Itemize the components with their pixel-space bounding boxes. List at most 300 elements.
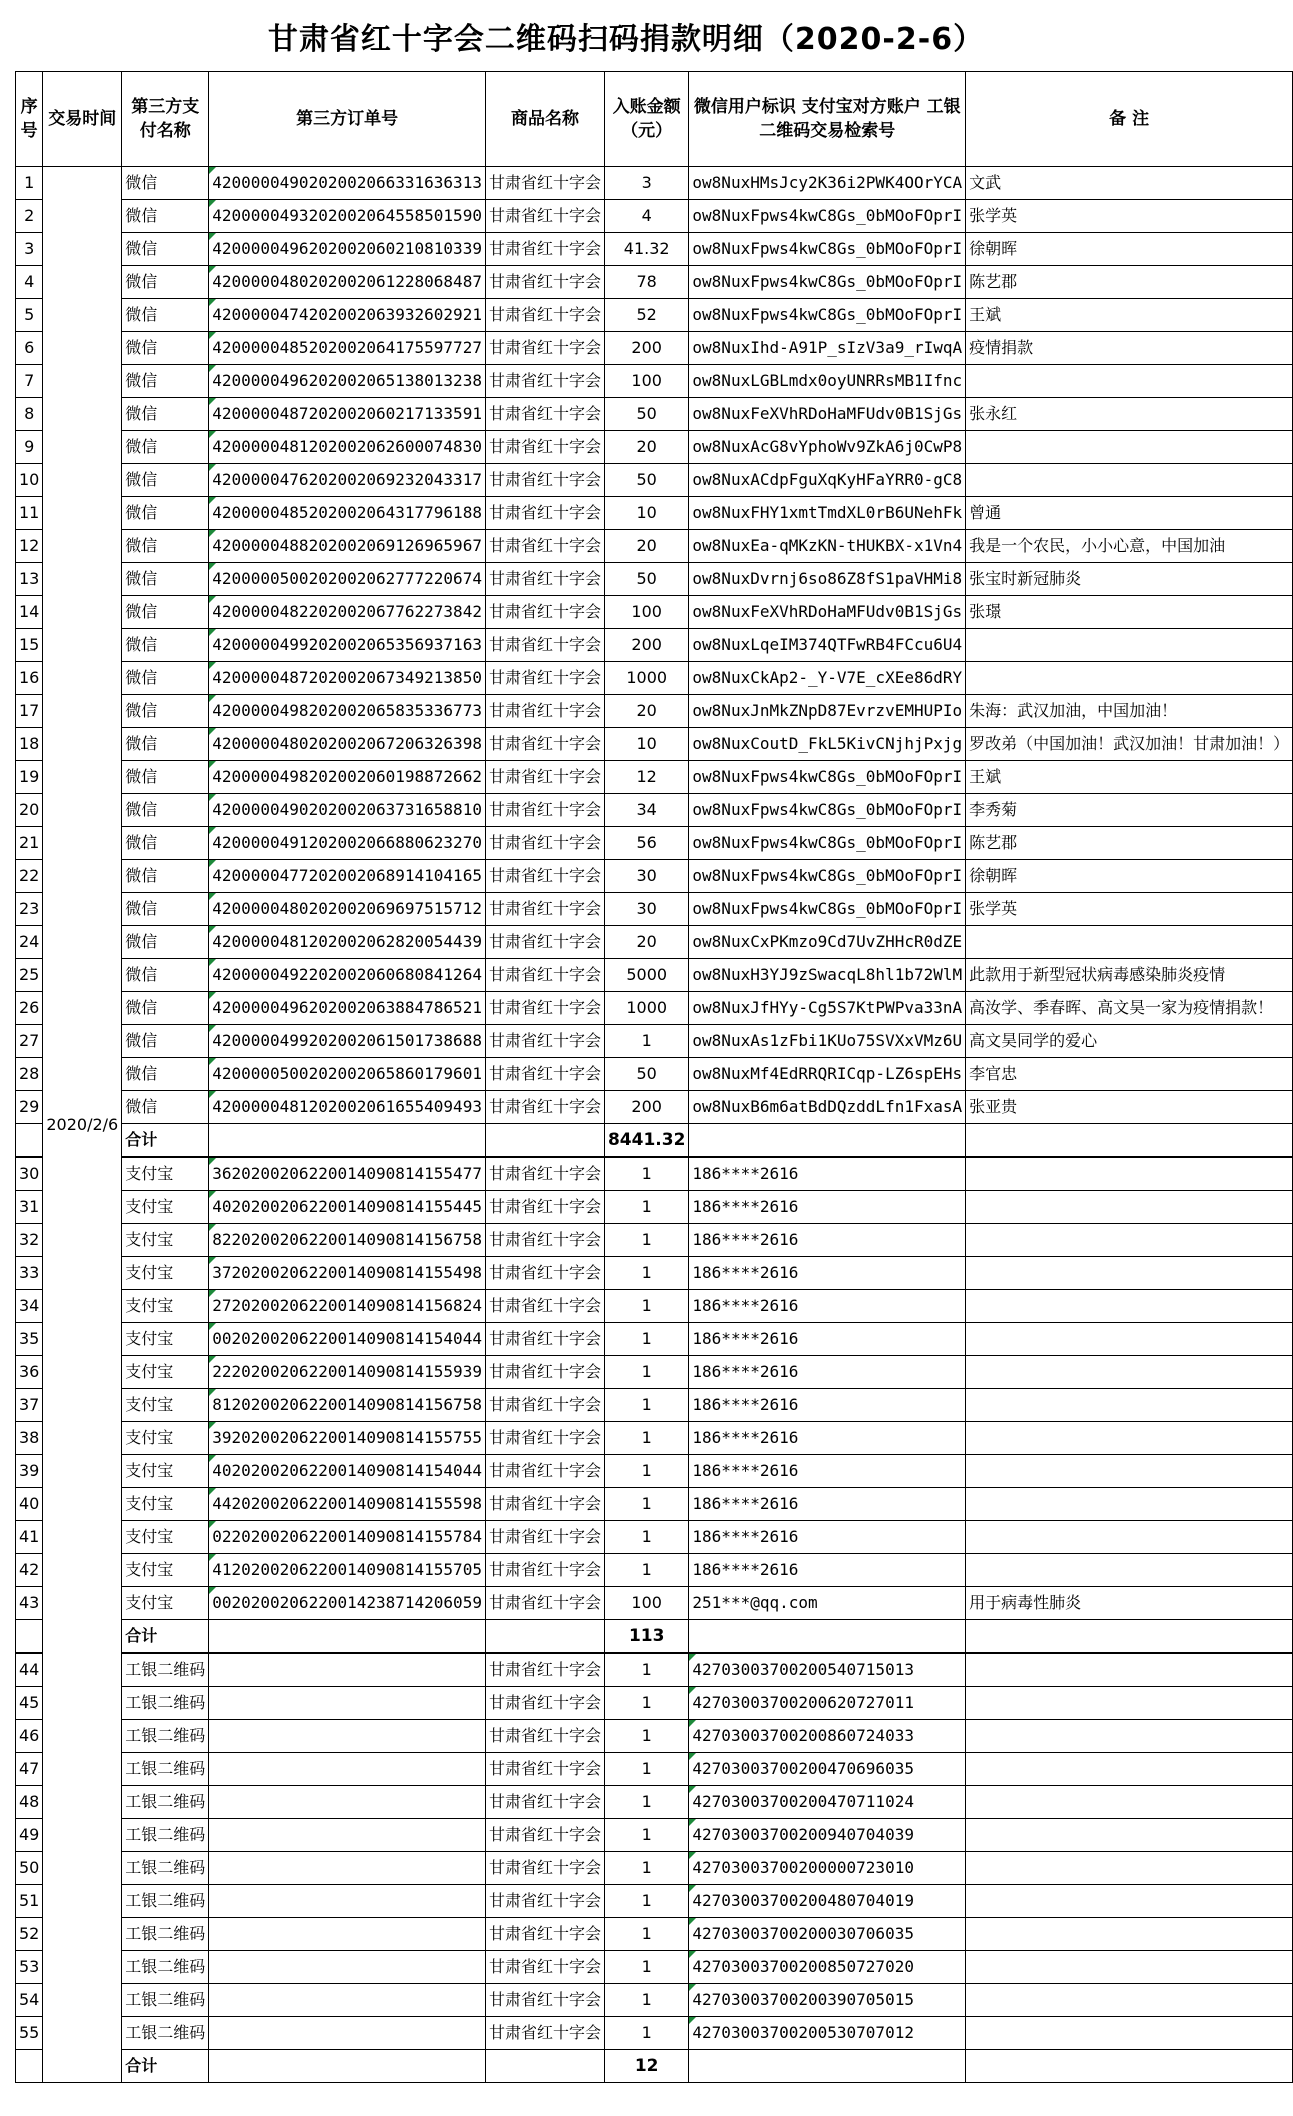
row-note (966, 431, 1293, 464)
row-order-no (209, 1786, 486, 1819)
table-row (16, 1587, 1293, 1620)
row-amount: 10 (604, 728, 688, 761)
row-note: 朱海：武汉加油，中国加油！ (966, 695, 1293, 728)
row-pay-method: 支付宝 (122, 1455, 209, 1488)
subtotal-seq-empty (16, 2050, 43, 2083)
row-pay-method: 微信 (122, 167, 209, 200)
subtotal-note-empty (966, 2050, 1293, 2083)
row-note (966, 1224, 1293, 1257)
subtotal-order-empty (209, 1124, 486, 1158)
row-goods: 甘肃省红十字会 (485, 431, 604, 464)
table-row (16, 431, 1293, 464)
row-order-no (209, 1951, 486, 1984)
row-user-id: ow8NuxJfHYy-Cg5S7KtPWPva33nA (689, 992, 966, 1025)
row-amount: 50 (604, 1058, 688, 1091)
row-amount: 1 (604, 1653, 688, 1687)
row-amount: 20 (604, 926, 688, 959)
row-amount: 50 (604, 563, 688, 596)
row-user-id: 186****2616 (689, 1323, 966, 1356)
row-seq: 8 (16, 398, 43, 431)
row-order-no: 3720200206220014090814155498 (209, 1257, 486, 1290)
row-seq: 28 (16, 1058, 43, 1091)
row-note: 徐朝晖 (966, 860, 1293, 893)
row-goods: 甘肃省红十字会 (485, 299, 604, 332)
row-user-id: ow8NuxACdpFguXqKyHFaYRR0-gC8 (689, 464, 966, 497)
table-row (16, 1389, 1293, 1422)
row-order-no: 4420200206220014090814155598 (209, 1488, 486, 1521)
row-goods: 甘肃省红十字会 (485, 1356, 604, 1389)
row-seq: 51 (16, 1885, 43, 1918)
row-seq: 14 (16, 596, 43, 629)
row-amount: 100 (604, 365, 688, 398)
row-goods: 甘肃省红十字会 (485, 827, 604, 860)
table-row (16, 992, 1293, 1025)
row-goods: 甘肃省红十字会 (485, 1025, 604, 1058)
row-user-id: ow8NuxMf4EdRRQRICqp-LZ6spEHs (689, 1058, 966, 1091)
row-amount: 1 (604, 1521, 688, 1554)
row-seq: 21 (16, 827, 43, 860)
row-user-id: 186****2616 (689, 1157, 966, 1191)
row-amount: 100 (604, 1587, 688, 1620)
row-user-id: ow8NuxHMsJcy2K36i2PWK4OOrYCA (689, 167, 966, 200)
subtotal-goods-empty (485, 2050, 604, 2083)
row-amount: 1 (604, 1984, 688, 2017)
row-seq: 4 (16, 266, 43, 299)
row-pay-method: 微信 (122, 1091, 209, 1124)
subtotal-amount: 113 (604, 1620, 688, 1654)
row-user-id: 427030037002008507270​20 (689, 1951, 966, 1984)
row-goods: 甘肃省红十字会 (485, 530, 604, 563)
row-seq: 39 (16, 1455, 43, 1488)
row-pay-method: 支付宝 (122, 1422, 209, 1455)
row-note (966, 1852, 1293, 1885)
table-row (16, 530, 1293, 563)
row-seq: 40 (16, 1488, 43, 1521)
row-amount: 78 (604, 266, 688, 299)
row-user-id: 186****2616 (689, 1356, 966, 1389)
row-goods: 甘肃省红十字会 (485, 1819, 604, 1852)
row-note: 张亚贵 (966, 1091, 1293, 1124)
row-note: 李秀菊 (966, 794, 1293, 827)
row-note (966, 1885, 1293, 1918)
row-goods: 甘肃省红十字会 (485, 1191, 604, 1224)
subtotal-label: 合计 (122, 1620, 209, 1654)
row-seq: 25 (16, 959, 43, 992)
row-user-id: ow8NuxFpws4kwC8Gs_0bMOoFOprI (689, 266, 966, 299)
table-row (16, 860, 1293, 893)
row-user-id: ow8NuxJnMkZNpD87EvrzvEMHUPIo (689, 695, 966, 728)
row-user-id: ow8NuxCoutD_FkL5KivCNjhjPxjg (689, 728, 966, 761)
row-note (966, 1290, 1293, 1323)
row-seq: 46 (16, 1720, 43, 1753)
subtotal-note-empty (966, 1620, 1293, 1654)
row-user-id: 186****2616 (689, 1191, 966, 1224)
row-pay-method: 工银二维码 (122, 1984, 209, 2017)
row-user-id: ow8NuxFpws4kwC8Gs_0bMOoFOprI (689, 233, 966, 266)
row-order-no (209, 1885, 486, 1918)
row-note: 疫情捐款 (966, 332, 1293, 365)
row-order-no: 4200000474202002063932602921 (209, 299, 486, 332)
row-order-no: 4200000493202002064558501590 (209, 200, 486, 233)
table-row (16, 827, 1293, 860)
table-row (16, 1356, 1293, 1389)
row-note: 我是一个农民，小小心意，中国加油 (966, 530, 1293, 563)
row-goods: 甘肃省红十字会 (485, 761, 604, 794)
row-goods: 甘肃省红十字会 (485, 2017, 604, 2050)
row-seq: 3 (16, 233, 43, 266)
row-order-no (209, 1720, 486, 1753)
row-order-no: 4120200206220014090814155705 (209, 1554, 486, 1587)
row-amount: 56 (604, 827, 688, 860)
row-amount: 52 (604, 299, 688, 332)
row-pay-method: 微信 (122, 299, 209, 332)
row-user-id: 186****2616 (689, 1257, 966, 1290)
row-user-id: ow8NuxFHY1xmtTmdXL0rB6UNehFk (689, 497, 966, 530)
row-amount: 1 (604, 1885, 688, 1918)
row-order-no: 4200000476202002069232043317 (209, 464, 486, 497)
table-row (16, 728, 1293, 761)
row-user-id: ow8NuxFpws4kwC8Gs_0bMOoFOprI (689, 893, 966, 926)
row-amount: 50 (604, 398, 688, 431)
row-amount: 1 (604, 1191, 688, 1224)
row-seq: 13 (16, 563, 43, 596)
row-goods: 甘肃省红十字会 (485, 1951, 604, 1984)
row-seq: 33 (16, 1257, 43, 1290)
row-amount: 1 (604, 1257, 688, 1290)
row-seq: 38 (16, 1422, 43, 1455)
row-seq: 1 (16, 167, 43, 200)
table-row (16, 464, 1293, 497)
row-goods: 甘肃省红十字会 (485, 266, 604, 299)
table-row (16, 1455, 1293, 1488)
table-row (16, 1224, 1293, 1257)
table-row (16, 200, 1293, 233)
row-order-no: 4200000499202002061501738688 (209, 1025, 486, 1058)
donation-table (15, 71, 1293, 2083)
row-seq: 47 (16, 1753, 43, 1786)
table-row (16, 1521, 1293, 1554)
row-note (966, 1753, 1293, 1786)
table-row (16, 398, 1293, 431)
row-order-no: 2720200206220014090814156824 (209, 1290, 486, 1323)
row-user-id: 427030037002009407040​39 (689, 1819, 966, 1852)
table-row (16, 1191, 1293, 1224)
table-row (16, 266, 1293, 299)
row-seq: 26 (16, 992, 43, 1025)
subtotal-goods-empty (485, 1620, 604, 1654)
row-pay-method: 支付宝 (122, 1488, 209, 1521)
row-pay-method: 微信 (122, 728, 209, 761)
row-pay-method: 工银二维码 (122, 1918, 209, 1951)
row-goods: 甘肃省红十字会 (485, 1488, 604, 1521)
row-amount: 200 (604, 332, 688, 365)
table-row (16, 1091, 1293, 1124)
row-order-no: 4200000485202002064317796188 (209, 497, 486, 530)
row-goods: 甘肃省红十字会 (485, 1587, 604, 1620)
row-goods: 甘肃省红十字会 (485, 728, 604, 761)
table-row (16, 1323, 1293, 1356)
table-row (16, 893, 1293, 926)
row-note (966, 629, 1293, 662)
row-goods: 甘肃省红十字会 (485, 1323, 604, 1356)
row-amount: 1 (604, 1918, 688, 1951)
row-goods: 甘肃省红十字会 (485, 1257, 604, 1290)
table-row (16, 2017, 1293, 2050)
row-pay-method: 微信 (122, 200, 209, 233)
row-amount: 1 (604, 1554, 688, 1587)
row-user-id: ow8NuxAcG8vYphoWv9ZkA6j0CwP8 (689, 431, 966, 464)
row-pay-method: 支付宝 (122, 1290, 209, 1323)
row-user-id: 186****2616 (689, 1455, 966, 1488)
table-row (16, 1786, 1293, 1819)
row-seq: 53 (16, 1951, 43, 1984)
row-pay-method: 微信 (122, 464, 209, 497)
row-order-no: 4200000485202002064175597727 (209, 332, 486, 365)
row-amount: 1 (604, 1720, 688, 1753)
row-goods: 甘肃省红十字会 (485, 1058, 604, 1091)
row-order-no: 2220200206220014090814155939 (209, 1356, 486, 1389)
row-order-no (209, 1918, 486, 1951)
row-user-id: ow8NuxFeXVhRDoHaMFUdv0B1SjGs (689, 596, 966, 629)
header-pay: 第三方支付名称 (122, 72, 209, 167)
row-pay-method: 工银二维码 (122, 1653, 209, 1687)
row-order-no (209, 2017, 486, 2050)
row-pay-method: 支付宝 (122, 1554, 209, 1587)
row-user-id: ow8NuxB6m6atBdDQzddLfn1FxasA (689, 1091, 966, 1124)
row-amount: 1000 (604, 662, 688, 695)
row-seq: 18 (16, 728, 43, 761)
row-goods: 甘肃省红十字会 (485, 1422, 604, 1455)
row-order-no (209, 1687, 486, 1720)
row-order-no: 4200000481202002061655409493 (209, 1091, 486, 1124)
row-note (966, 1720, 1293, 1753)
table-row (16, 695, 1293, 728)
row-user-id: ow8NuxFeXVhRDoHaMFUdv0B1SjGs (689, 398, 966, 431)
row-goods: 甘肃省红十字会 (485, 167, 604, 200)
row-goods: 甘肃省红十字会 (485, 596, 604, 629)
row-seq: 42 (16, 1554, 43, 1587)
table-row (16, 959, 1293, 992)
row-note (966, 926, 1293, 959)
row-seq: 23 (16, 893, 43, 926)
row-pay-method: 支付宝 (122, 1587, 209, 1620)
row-user-id: ow8NuxDvrnj6so86Z8fS1paVHMi8 (689, 563, 966, 596)
row-user-id: 427030037002006207270​11 (689, 1687, 966, 1720)
row-goods: 甘肃省红十字会 (485, 1885, 604, 1918)
row-goods: 甘肃省红十字会 (485, 464, 604, 497)
row-goods: 甘肃省红十字会 (485, 794, 604, 827)
row-order-no: 8120200206220014090814156758 (209, 1389, 486, 1422)
row-pay-method: 支付宝 (122, 1157, 209, 1191)
row-order-no: 4200000496202002065138013238 (209, 365, 486, 398)
table-row (16, 1025, 1293, 1058)
row-amount: 100 (604, 596, 688, 629)
row-pay-method: 工银二维码 (122, 1687, 209, 1720)
row-seq: 48 (16, 1786, 43, 1819)
table-row (16, 629, 1293, 662)
row-goods: 甘肃省红十字会 (485, 1687, 604, 1720)
header-seq: 序号 (16, 72, 43, 167)
row-seq: 37 (16, 1389, 43, 1422)
row-pay-method: 支付宝 (122, 1356, 209, 1389)
row-order-no: 4020200206220014090814155445 (209, 1191, 486, 1224)
row-seq: 6 (16, 332, 43, 365)
row-note: 张永红 (966, 398, 1293, 431)
row-amount: 1 (604, 1852, 688, 1885)
row-note (966, 1687, 1293, 1720)
row-order-no: 3920200206220014090814155755 (209, 1422, 486, 1455)
subtotal-id-empty (689, 1124, 966, 1158)
row-amount: 30 (604, 860, 688, 893)
row-pay-method: 工银二维码 (122, 1720, 209, 1753)
table-row (16, 1422, 1293, 1455)
row-order-no: 4200000500202002062777220674 (209, 563, 486, 596)
row-user-id: 427030037002000307060​35 (689, 1918, 966, 1951)
row-pay-method: 支付宝 (122, 1191, 209, 1224)
row-goods: 甘肃省红十字会 (485, 893, 604, 926)
row-order-no: 4200000481202002062600074830 (209, 431, 486, 464)
row-user-id: 427030037002004706960​35 (689, 1753, 966, 1786)
row-amount: 1 (604, 1389, 688, 1422)
table-row (16, 761, 1293, 794)
row-amount: 200 (604, 1091, 688, 1124)
table-row (16, 662, 1293, 695)
row-note: 李官忠 (966, 1058, 1293, 1091)
row-user-id: ow8NuxFpws4kwC8Gs_0bMOoFOprI (689, 827, 966, 860)
row-seq: 49 (16, 1819, 43, 1852)
row-note (966, 1389, 1293, 1422)
row-order-no (209, 1852, 486, 1885)
header-order: 第三方订单号 (209, 72, 486, 167)
row-user-id: ow8NuxFpws4kwC8Gs_0bMOoFOprI (689, 299, 966, 332)
table-row (16, 1488, 1293, 1521)
row-pay-method: 微信 (122, 1058, 209, 1091)
row-note (966, 1786, 1293, 1819)
row-pay-method: 微信 (122, 266, 209, 299)
subtotal-seq-empty (16, 1620, 43, 1654)
row-user-id: ow8NuxFpws4kwC8Gs_0bMOoFOprI (689, 794, 966, 827)
row-order-no: 4200000487202002060217133591 (209, 398, 486, 431)
row-goods: 甘肃省红十字会 (485, 1720, 604, 1753)
row-amount: 1 (604, 1323, 688, 1356)
row-seq: 27 (16, 1025, 43, 1058)
table-row (16, 596, 1293, 629)
row-note (966, 1984, 1293, 2017)
row-seq: 16 (16, 662, 43, 695)
row-order-no: 4200000480202002067206326398 (209, 728, 486, 761)
row-user-id: 186****2616 (689, 1290, 966, 1323)
row-amount: 10 (604, 497, 688, 530)
row-note: 王斌 (966, 299, 1293, 332)
row-goods: 甘肃省红十字会 (485, 1455, 604, 1488)
row-seq: 34 (16, 1290, 43, 1323)
row-seq: 41 (16, 1521, 43, 1554)
row-user-id: ow8NuxEa-qMKzKN-tHUKBX-x1Vn4 (689, 530, 966, 563)
row-amount: 1 (604, 1488, 688, 1521)
row-order-no: 4200000480202002069697515712 (209, 893, 486, 926)
row-note (966, 1653, 1293, 1687)
row-amount: 1 (604, 1687, 688, 1720)
row-user-id: 427030037002004807040​19 (689, 1885, 966, 1918)
table-row (16, 167, 1293, 200)
table-row (16, 497, 1293, 530)
row-amount: 12 (604, 761, 688, 794)
row-pay-method: 微信 (122, 827, 209, 860)
header-id: 微信用户标识 支付宝对方账户 工银二维码交易检索号 (689, 72, 966, 167)
row-note (966, 1356, 1293, 1389)
row-goods: 甘肃省红十字会 (485, 992, 604, 1025)
table-row (16, 1290, 1293, 1323)
row-pay-method: 支付宝 (122, 1224, 209, 1257)
row-pay-method: 微信 (122, 761, 209, 794)
row-amount: 20 (604, 695, 688, 728)
row-goods: 甘肃省红十字会 (485, 860, 604, 893)
table-body (16, 167, 1293, 2083)
row-order-no (209, 1753, 486, 1786)
row-order-no: 4200000477202002068914104165 (209, 860, 486, 893)
row-seq: 15 (16, 629, 43, 662)
table-row (16, 1885, 1293, 1918)
row-note: 用于病毒性肺炎 (966, 1587, 1293, 1620)
row-user-id: 186****2616 (689, 1422, 966, 1455)
row-pay-method: 微信 (122, 398, 209, 431)
row-amount: 1 (604, 1157, 688, 1191)
header-row (16, 72, 1293, 167)
row-note (966, 1918, 1293, 1951)
row-pay-method: 微信 (122, 332, 209, 365)
row-amount: 4 (604, 200, 688, 233)
row-user-id: 186****2616 (689, 1521, 966, 1554)
row-amount: 1 (604, 1025, 688, 1058)
row-user-id: ow8NuxAs1zFbi1KUo75SVXxVMz6U (689, 1025, 966, 1058)
row-amount: 1 (604, 1422, 688, 1455)
row-pay-method: 微信 (122, 893, 209, 926)
table-row (16, 1653, 1293, 1687)
subtotal-amount: 12 (604, 2050, 688, 2083)
row-seq: 52 (16, 1918, 43, 1951)
row-order-no: 8220200206220014090814156758 (209, 1224, 486, 1257)
header-goods: 商品名称 (485, 72, 604, 167)
row-goods: 甘肃省红十字会 (485, 1224, 604, 1257)
row-goods: 甘肃省红十字会 (485, 959, 604, 992)
row-goods: 甘肃省红十字会 (485, 1653, 604, 1687)
row-order-no: 4200000498202002060198872662 (209, 761, 486, 794)
subtotal-goods-empty (485, 1124, 604, 1158)
row-user-id: ow8NuxCxPKmzo9Cd7UvZHHcR0dZE (689, 926, 966, 959)
row-goods: 甘肃省红十字会 (485, 1521, 604, 1554)
row-note: 罗改弟（中国加油！武汉加油！甘肃加油！） (966, 728, 1293, 761)
row-note (966, 1157, 1293, 1191)
table-row (16, 1852, 1293, 1885)
row-order-no (209, 1653, 486, 1687)
row-note: 张学英 (966, 200, 1293, 233)
row-pay-method: 支付宝 (122, 1521, 209, 1554)
table-row (16, 926, 1293, 959)
row-note: 高汝学、季春晖、高文昊一家为疫情捐款！ (966, 992, 1293, 1025)
row-user-id: ow8NuxFpws4kwC8Gs_0bMOoFOprI (689, 860, 966, 893)
row-order-no (209, 1819, 486, 1852)
subtotal-amount: 8441.32 (604, 1124, 688, 1158)
row-amount: 30 (604, 893, 688, 926)
row-amount: 200 (604, 629, 688, 662)
row-user-id: 427030037002000007230​10 (689, 1852, 966, 1885)
row-note: 张宝时新冠肺炎 (966, 563, 1293, 596)
row-pay-method: 微信 (122, 992, 209, 1025)
row-note (966, 2017, 1293, 2050)
row-goods: 甘肃省红十字会 (485, 695, 604, 728)
row-amount: 1 (604, 1356, 688, 1389)
table-row (16, 563, 1293, 596)
